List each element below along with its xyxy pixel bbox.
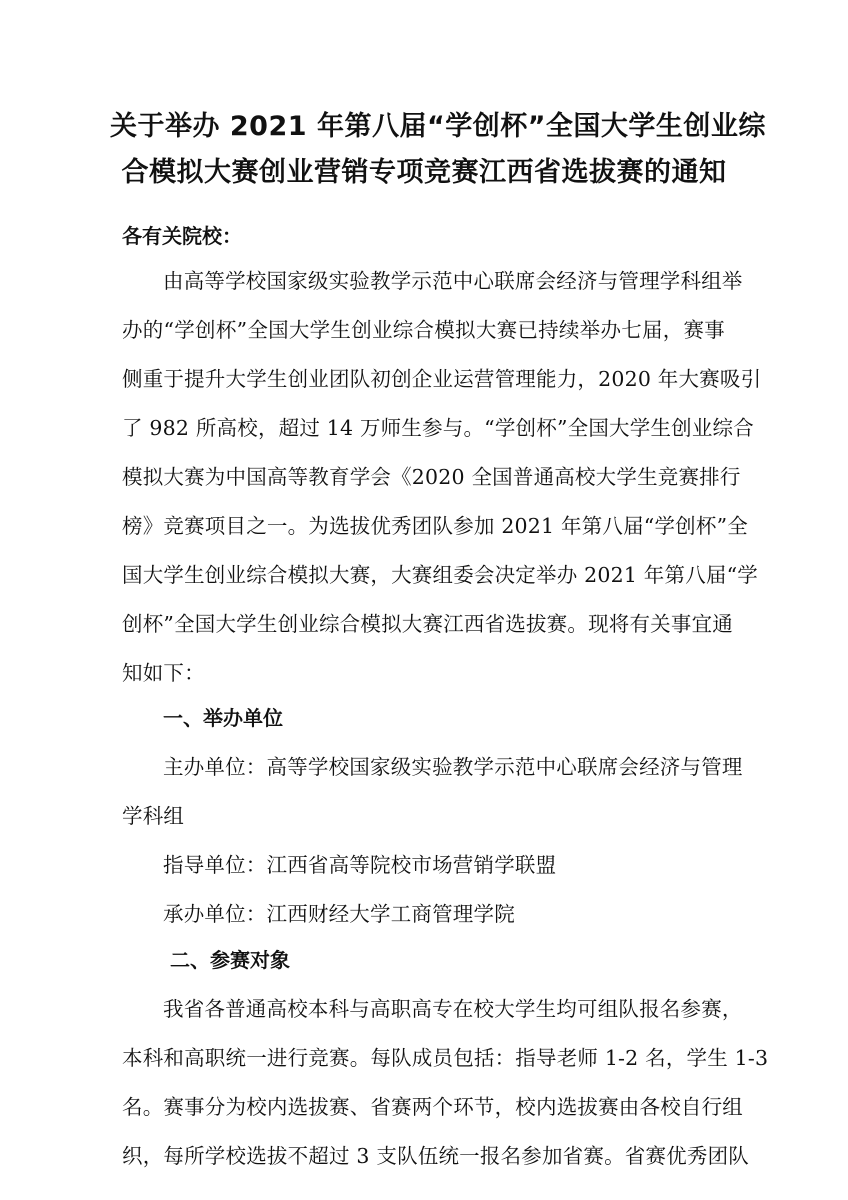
intro-line-2: 办的“学创杯”全国大学生创业综合模拟大赛已持续举办七届，赛事 bbox=[122, 318, 725, 342]
intro-line-6: 榜》竞赛项目之一。为选拔优秀团队参加 2021 年第八届“学创杯”全 bbox=[122, 514, 748, 538]
section-2-line-1: 我省各普通高校本科与高职高专在校大学生均可组队报名参赛， bbox=[163, 997, 743, 1021]
section-2-line-3: 名。赛事分为校内选拔赛、省赛两个环节，校内选拔赛由各校自行组 bbox=[122, 1095, 743, 1119]
intro-line-8: 创杯”全国大学生创业综合模拟大赛江西省选拔赛。现将有关事宜通 bbox=[122, 612, 733, 636]
document-title-line-2: 合模拟大赛创业营销专项竞赛江西省选拔赛的通知 bbox=[121, 157, 727, 188]
section-1-heading: 一、举办单位 bbox=[163, 706, 283, 730]
section-2-line-4: 织，每所学校选拔不超过 3 支队伍统一报名参加省赛。省赛优秀团队 bbox=[122, 1144, 749, 1168]
salutation: 各有关院校： bbox=[122, 224, 242, 248]
intro-line-7: 国大学生创业综合模拟大赛，大赛组委会决定举办 2021 年第八届“学 bbox=[122, 563, 758, 587]
section-1-organizer-line: 承办单位：江西财经大学工商管理学院 bbox=[163, 902, 515, 926]
document-title-line-1: 关于举办 2021 年第八届“学创杯”全国大学生创业综 bbox=[110, 111, 766, 142]
intro-line-3: 侧重于提升大学生创业团队初创企业运营管理能力，2020 年大赛吸引 bbox=[122, 367, 762, 391]
section-1-guide-line: 指导单位：江西省高等院校市场营销学联盟 bbox=[163, 853, 557, 877]
intro-line-5: 模拟大赛为中国高等教育学会《2020 全国普通高校大学生竞赛排行 bbox=[122, 465, 741, 489]
intro-line-9: 知如下： bbox=[122, 661, 205, 685]
section-1-host-line-1: 主办单位：高等学校国家级实验教学示范中心联席会经济与管理 bbox=[163, 755, 743, 779]
section-2-line-2: 本科和高职统一进行竞赛。每队成员包括：指导老师 1-2 名，学生 1-3 bbox=[122, 1046, 769, 1070]
section-2-heading: 二、参赛对象 bbox=[170, 948, 290, 972]
section-1-host-line-2: 学科组 bbox=[122, 804, 185, 828]
intro-line-1: 由高等学校国家级实验教学示范中心联席会经济与管理学科组举 bbox=[163, 269, 743, 293]
intro-line-4: 了 982 所高校，超过 14 万师生参与。“学创杯”全国大学生创业综合 bbox=[122, 416, 754, 440]
